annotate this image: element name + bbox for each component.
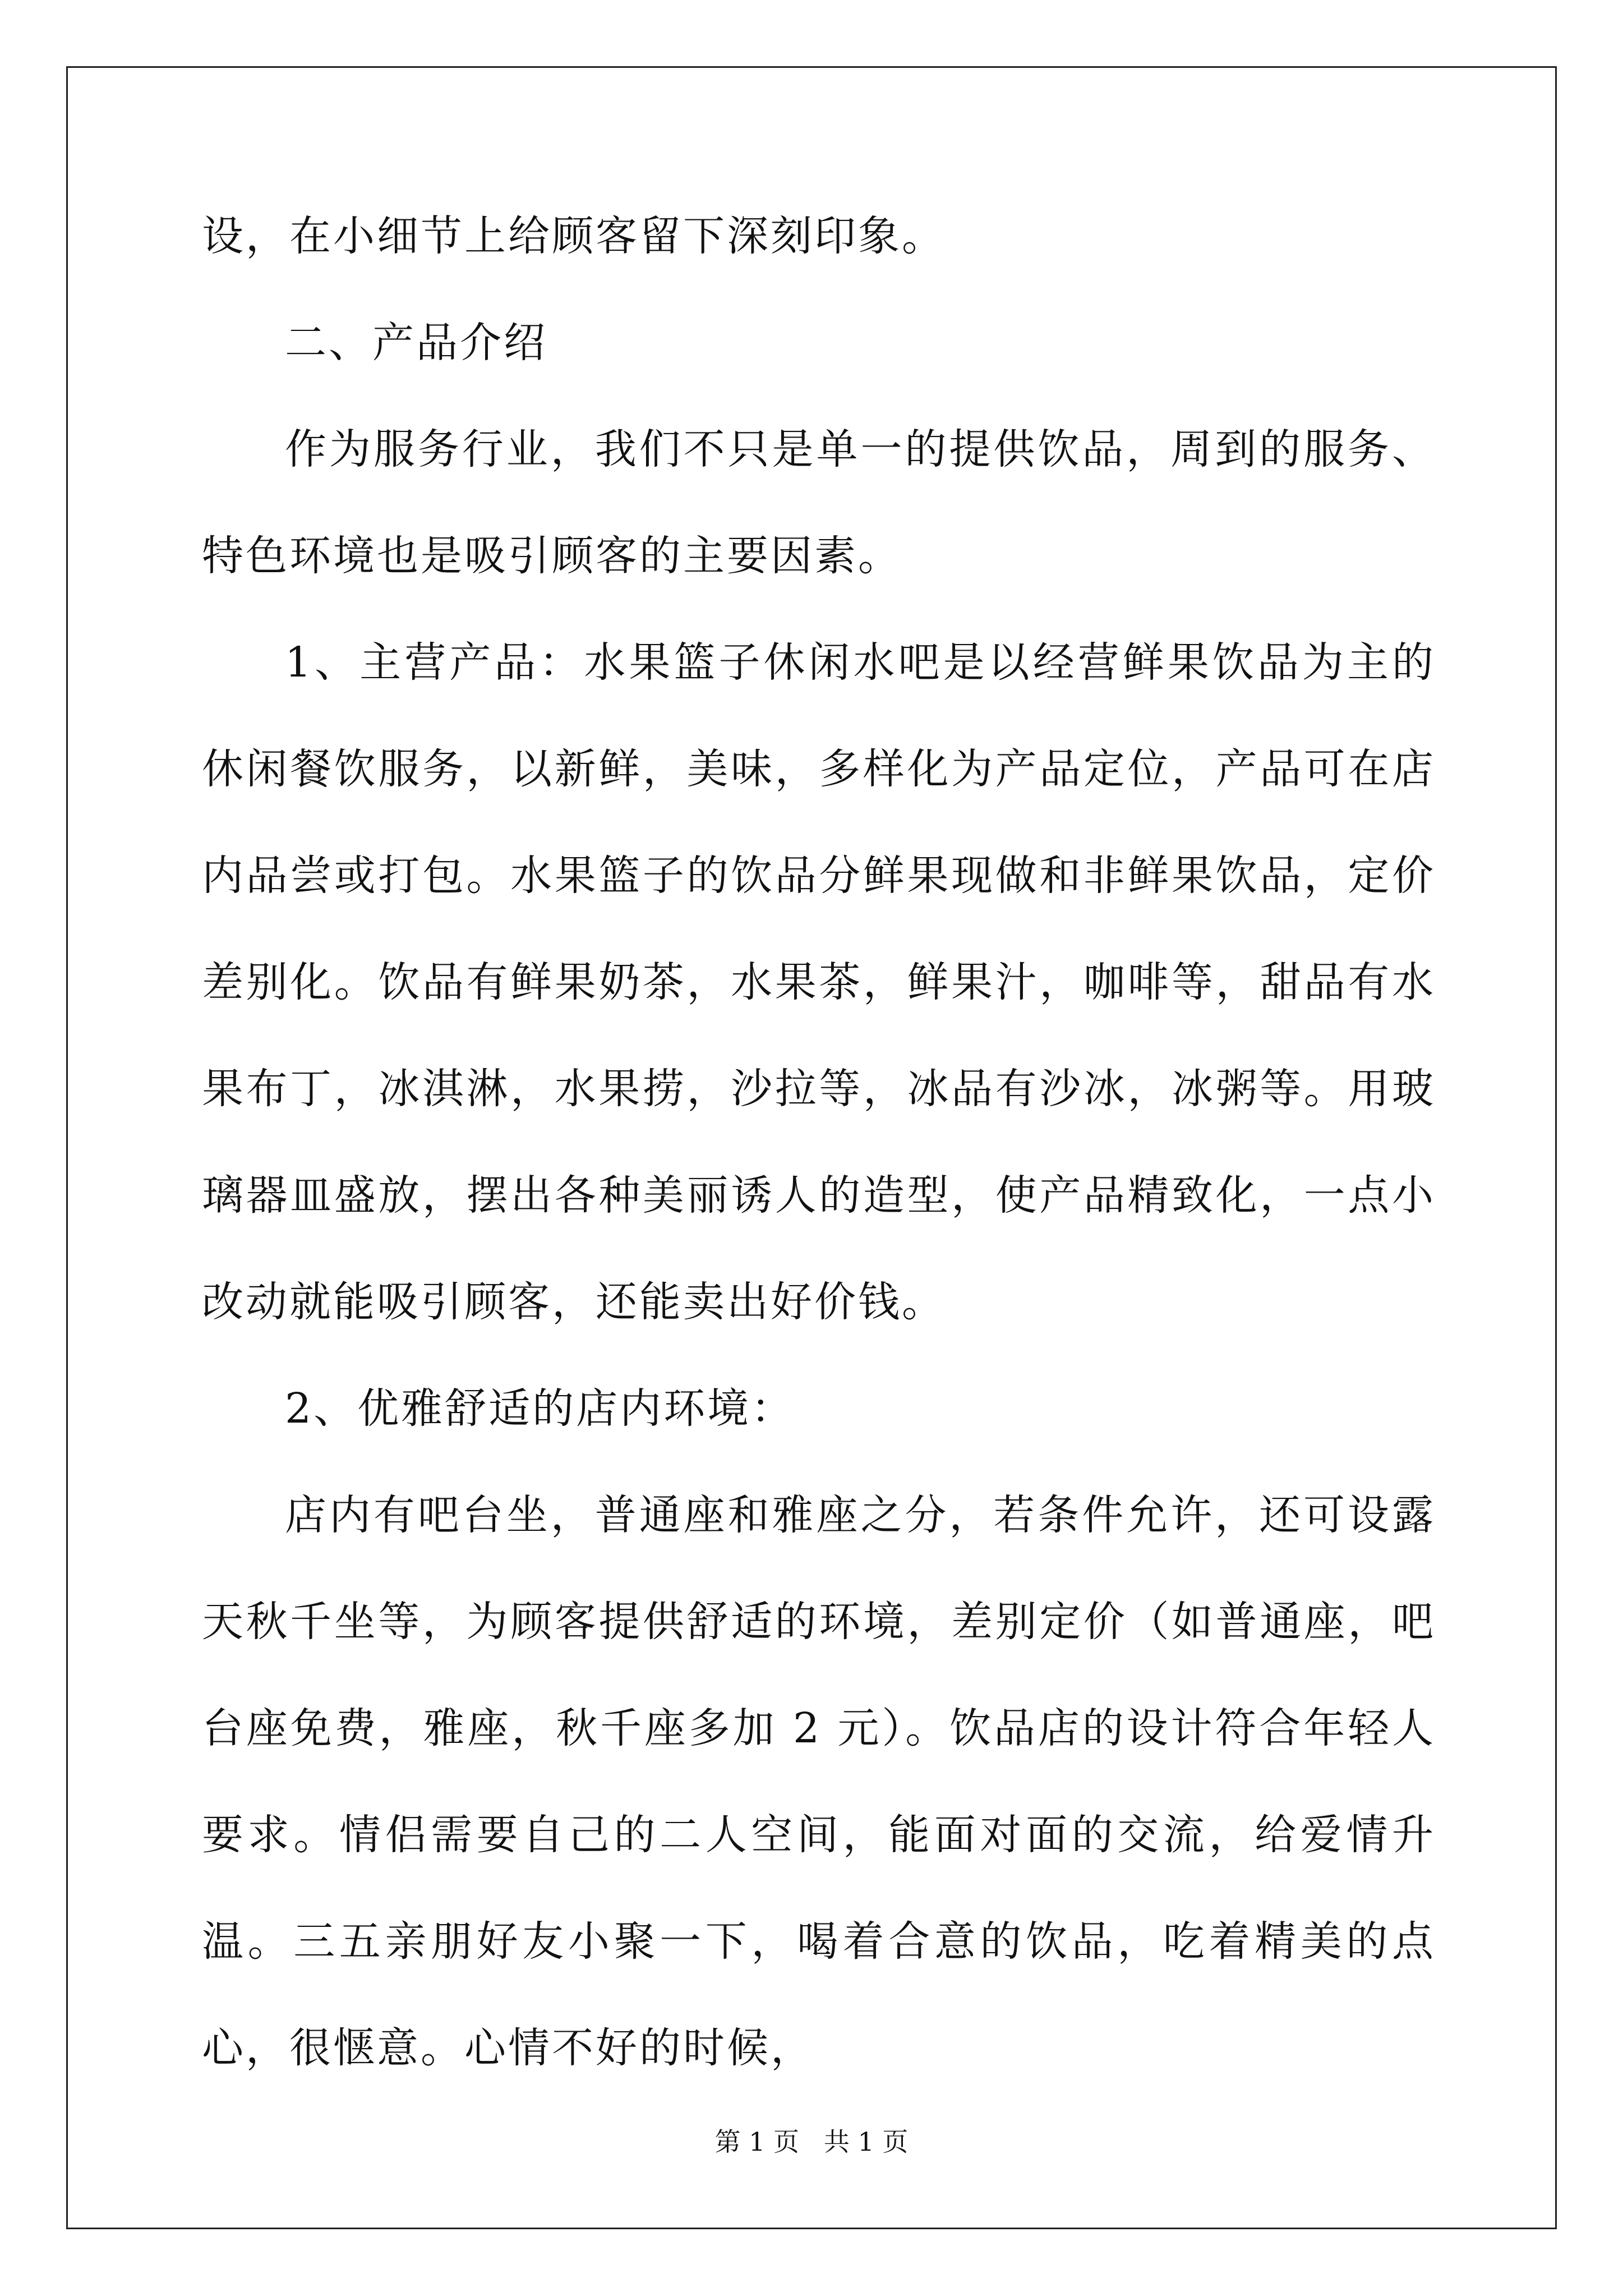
paragraph-continuation: 设，在小细节上给顾客留下深刻印象。 (202, 212, 946, 260)
paragraph-service-industry: 作为服务行业，我们不只是单一的提供饮品，周到的服务、特色环境也是吸引顾客的主要因素。 (202, 425, 1436, 580)
paragraph-main-products: 1、主营产品：水果篮子休闲水吧是以经营鲜果饮品为主的休闲餐饮服务，以新鲜，美味，多样化为产品定位，产品可在店内品尝或打包。水果篮子的饮品分鲜果现做和非鲜果饮品，定价差别化。饮品有鲜果奶茶，水果茶，鲜果汁，咖啡等，甜品有水果布丁，冰淇淋，水果捞，沙拉等，冰品有沙冰，冰粥等。用玻璃器皿盛放，摆出各种美丽诱人的造型，使产品精致化，一点小改动就能吸引顾客，还能卖出好价钱。 (202, 638, 1436, 1326)
document-body (202, 0, 1436, 2101)
page-footer: 第 1 页 共 1 页 (714, 2127, 909, 2157)
paragraph-environment-heading: 2、优雅舒适的店内环境： (285, 1384, 795, 1433)
paragraph-seating: 店内有吧台坐，普通座和雅座之分，若条件允许，还可设露天秋千坐等，为顾客提供舒适的环境，差别定价（如普通座，吧台座免费，雅座，秋千座多加 2 元）。饮品店的设计符合年轻人要求。情侣需要自己的二人空间，能面对面的交流，给爱情升温。三五亲朋好友小聚一下，喝着合意的饮品，吃着精美的点心，很惬意。心情不好的时候， (202, 1491, 1436, 2072)
section-heading-product-intro: 二、产品介绍 (285, 319, 547, 367)
